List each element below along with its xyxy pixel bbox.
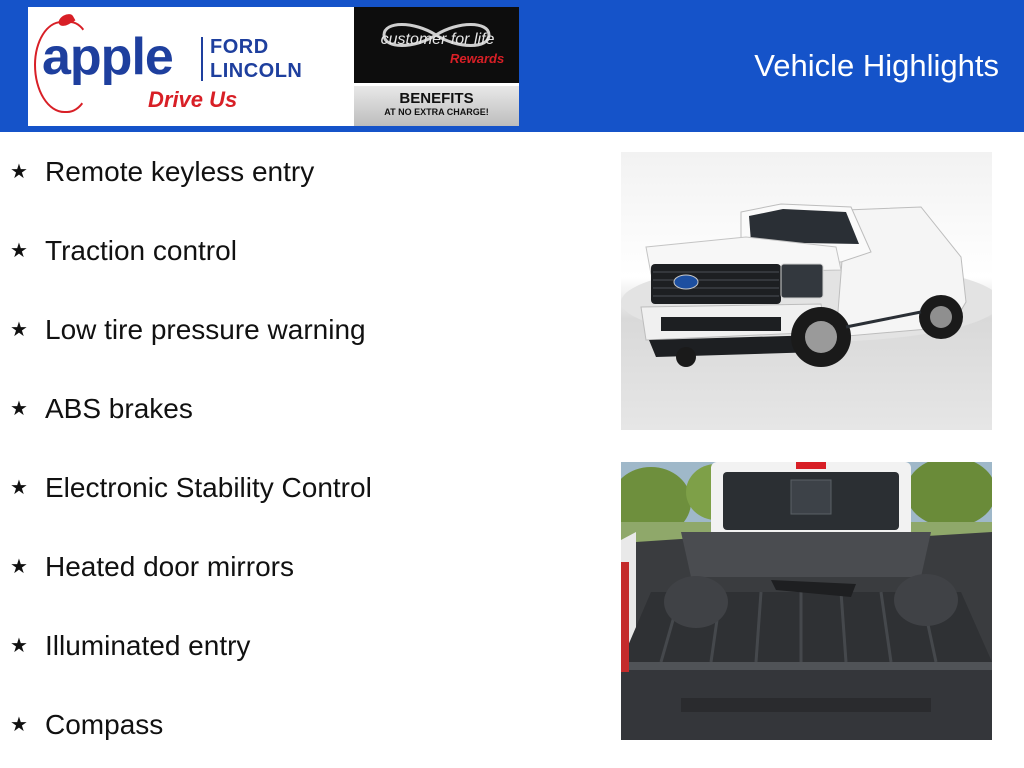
truck-bed-illustration xyxy=(621,462,992,740)
header-banner xyxy=(0,0,1024,132)
list-item xyxy=(10,310,366,350)
page-title: Vehicle Highlights xyxy=(754,48,999,83)
list-item xyxy=(10,547,294,587)
feature-label: Traction control xyxy=(45,235,237,266)
brand-line-lincoln: LINCOLN xyxy=(210,60,303,82)
list-item xyxy=(10,705,163,745)
star-icon: ★ xyxy=(10,635,28,657)
star-icon: ★ xyxy=(10,398,28,420)
rewards-logo-title: customer for life xyxy=(380,31,495,48)
dealer-logo-name: apple xyxy=(42,28,173,86)
dealer-logo xyxy=(28,7,354,126)
truck-front-photo xyxy=(621,152,992,430)
feature-label: Remote keyless entry xyxy=(45,156,315,187)
rewards-logo-top xyxy=(354,7,519,83)
feature-label: Heated door mirrors xyxy=(45,551,294,582)
truck-bed-photo xyxy=(621,462,992,740)
rewards-logo-bottom xyxy=(354,86,519,126)
list-item xyxy=(10,626,250,666)
list-item xyxy=(10,231,237,271)
feature-label: Compass xyxy=(45,709,164,740)
list-item xyxy=(10,468,372,508)
truck-front-illustration xyxy=(621,152,992,430)
star-icon: ★ xyxy=(10,556,28,578)
benefits-label: BENEFITS xyxy=(399,90,474,107)
dealer-tagline: Drive Us xyxy=(148,87,238,112)
brand-line-ford: FORD xyxy=(210,36,269,58)
feature-label: Electronic Stability Control xyxy=(45,472,372,503)
star-icon: ★ xyxy=(10,240,28,262)
star-icon: ★ xyxy=(10,714,28,736)
logo-divider xyxy=(201,37,203,81)
feature-label: ABS brakes xyxy=(45,393,193,424)
feature-label: Illuminated entry xyxy=(45,630,251,661)
star-icon: ★ xyxy=(10,161,28,183)
star-icon: ★ xyxy=(10,477,28,499)
rewards-logo-script: Rewards xyxy=(450,51,505,66)
star-icon: ★ xyxy=(10,319,28,341)
list-item xyxy=(10,152,314,192)
rewards-program-logo xyxy=(354,7,519,126)
list-item xyxy=(10,389,193,429)
no-extra-charge-label: AT NO EXTRA CHARGE! xyxy=(384,107,489,117)
feature-label: Low tire pressure warning xyxy=(45,314,366,345)
dealer-logo-brands xyxy=(210,35,302,83)
